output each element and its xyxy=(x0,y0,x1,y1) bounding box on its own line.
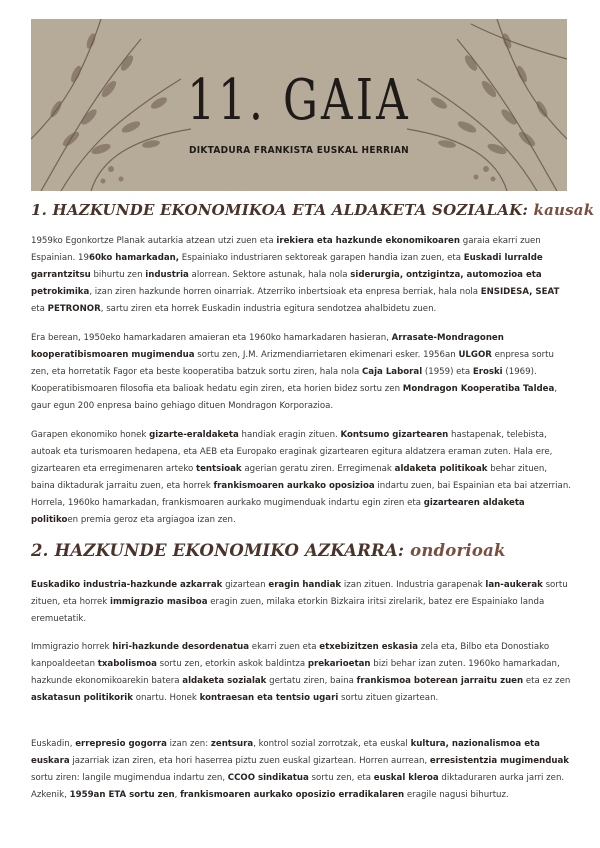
text-run: sortu zen, eta xyxy=(308,773,374,783)
bold-text: kultura, nazionalismoa eta euskara xyxy=(31,739,540,766)
bold-text: Caja Laboral xyxy=(361,367,423,377)
bold-text: frankismoaren aurkako oposizioa xyxy=(213,481,375,491)
header-banner xyxy=(31,19,567,191)
text-run: eragile nagusi bihurtuz. xyxy=(404,790,509,800)
section-heading-2-main: 2. HAZKUNDE EKONOMIKO AZKARRA: xyxy=(31,541,405,560)
bold-text: aldaketa sozialak xyxy=(182,676,267,686)
bold-text: errepresio gogorra xyxy=(75,739,167,749)
bold-text: prekarioetan xyxy=(307,659,371,669)
bold-text: txabolismoa xyxy=(97,659,157,669)
text-run: behar zituen, baina diktadurak jarraitu zuen, eta horrek xyxy=(31,464,548,491)
text-run: sortu zen, etorkin askok baldintza xyxy=(156,659,308,669)
bold-text: erresistentzia mugimenduak xyxy=(429,756,569,766)
text-run: enpresa sortu zen, eta horretatik Fagor eta beste kooperatiba batzuk sortu ziren, hala nola xyxy=(31,350,555,377)
bold-text: ULGOR xyxy=(458,350,492,360)
text-run: sortu ziren: langile mugimendua indartu zen, xyxy=(31,773,228,783)
text-run: garaia ekarri zuen Espainian. 19 xyxy=(31,236,541,263)
text-run: agerian geratu ziren. Erregimenak xyxy=(241,464,395,474)
page-subtitle: DIKTADURA FRANKISTA EUSKAL HERRIAN xyxy=(188,145,410,156)
text-run: bizi behar izan zuten. 1960ko hamarkadan, hazkunde ekonomikoarekin batera xyxy=(31,659,560,686)
bold-text: lan-aukerak xyxy=(485,580,543,590)
bold-text: Arrasate-Mondragonen kooperatibismoaren mugimendua xyxy=(31,333,504,360)
text-run: diktaduraren aurka jarri zen. Azkenik, xyxy=(31,773,565,800)
paragraph-2 xyxy=(31,330,571,415)
text-run: , xyxy=(174,790,181,800)
paragraph-3 xyxy=(31,427,571,529)
text-run: bihurtu zen xyxy=(90,270,146,280)
text-run: , kontrol sozial zorrotzak, eta euskal xyxy=(253,739,411,749)
text-run: 1959ko Egonkortze Planak autarkia atzean utzi zuen eta xyxy=(31,236,277,246)
bold-text: Euskadiko industria-hazkunde azkarrak xyxy=(31,580,223,590)
bold-text: askatasun politikorik xyxy=(31,693,133,703)
text-run: onartu. Honek xyxy=(132,693,200,703)
bold-text: PETRONOR xyxy=(47,304,101,314)
bold-text: frankismoa boterean jarraitu zuen xyxy=(356,676,524,686)
section-heading-1-main: 1. HAZKUNDE EKONOMIKOA ETA ALDAKETA SOZIALAK: xyxy=(31,201,529,219)
text-run: izan zituen. Industria garapenak xyxy=(341,580,486,590)
section-heading-2-tail: ondorioak xyxy=(410,541,506,560)
bold-text: ENSIDESA, SEAT xyxy=(480,287,560,297)
paragraph-6 xyxy=(31,736,571,804)
text-run: sortu zen, J.M. Arizmendiarrietaren ekimenari esker. 1956an xyxy=(194,350,459,360)
text-run: Era berean, 1950eko hamarkadaren amaieran eta 1960ko hamarkadaren hasieran, xyxy=(31,333,392,343)
section-heading-1-tail: kausak xyxy=(533,201,595,219)
bold-text: irekiera eta hazkunde ekonomikoaren xyxy=(276,236,461,246)
bold-text: Kontsumo gizartearen xyxy=(340,430,449,440)
text-run: hastapenak, telebista, autoak eta turismoaren hedapena, eta AEB eta Europako eraginak gizartearen egitura aldatzera eraman zuten. Hala ere, gizartearen eta erregimenaren arteko xyxy=(31,430,553,474)
text-run: eta xyxy=(31,304,48,314)
bold-text: immigrazio masiboa xyxy=(110,597,208,607)
text-run: Garapen ekonomiko honek xyxy=(31,430,150,440)
text-run: jazarriak izan ziren, eta hori haserrea piztu zuen euskal gizartean. Horren aurrean, xyxy=(69,756,430,766)
text-run: gertatu ziren, baina xyxy=(266,676,357,686)
paragraph-4 xyxy=(31,577,571,628)
bold-text: industria xyxy=(145,270,189,280)
text-run: alorrean. Sektore astunak, hala nola xyxy=(188,270,351,280)
text-run: en premia geroz eta argiagoa izan zen. xyxy=(67,515,236,525)
bold-text: aldaketa politikoak xyxy=(394,464,488,474)
text-run: , izan ziren hazkunde horren oinarriak. Atzerriko inbertsioak eta enpresa berriak, hala nola xyxy=(89,287,481,297)
text-run: izan zen: xyxy=(166,739,211,749)
text-run: indartu zuen, bai Espainian eta bai atzerrian. Horrela, 1960ko hamarkadan, frankismoaren aurkako mugimenduak indartu egin ziren eta xyxy=(31,481,572,508)
bold-text: siderurgia, ontzigintza, automozioa eta petrokimika xyxy=(31,270,542,297)
text-run: eragin zuen, milaka etorkin Bizkaira iritsi zirelarik, batez ere Espainiako landa eremuetatik. xyxy=(31,597,545,624)
bold-text: euskal kleroa xyxy=(373,773,439,783)
text-run: eta ez zen xyxy=(523,676,571,686)
bold-text: Euskadi lurralde garrantzitsu xyxy=(31,253,543,280)
text-run: zela eta, Bilbo eta Donostiako kanpoaldeetan xyxy=(31,642,550,669)
bold-text: eragin handiak xyxy=(268,580,342,590)
section-heading-1 xyxy=(31,201,594,219)
bold-text: 60ko hamarkadan, xyxy=(88,253,180,263)
text-run: ekarri zuen eta xyxy=(249,642,320,652)
bold-text: tentsioak xyxy=(195,464,242,474)
section-heading-2 xyxy=(31,541,506,560)
bold-text: Eroski xyxy=(472,367,503,377)
bold-text: CCOO sindikatua xyxy=(227,773,309,783)
paragraph-5 xyxy=(31,639,571,707)
bold-text: frankismoaren aurkako oposizio erradikalaren xyxy=(180,790,405,800)
bold-text: hiri-hazkunde desordenatua xyxy=(112,642,250,652)
bold-text: etxebizitzen eskasia xyxy=(319,642,419,652)
text-run: Immigrazio horrek xyxy=(31,642,113,652)
bold-text: Mondragon Kooperatiba Taldea xyxy=(402,384,555,394)
text-run: (1959) eta xyxy=(422,367,473,377)
bold-text: 1959an ETA sortu zen xyxy=(69,790,175,800)
bold-text: gizartearen aldaketa politiko xyxy=(31,498,525,525)
text-run: (1969). Kooperatibismoaren filosofia eta balioak hedatu egin ziren, eta horien bidez sortu zen xyxy=(31,367,537,394)
bold-text: kontraesan eta tentsio ugari xyxy=(199,693,339,703)
text-run: handiak eragin zituen. xyxy=(238,430,341,440)
text-run: sortu zituen, eta horrek xyxy=(31,580,568,607)
text-run: Euskadin, xyxy=(31,739,76,749)
text-run: , sartu ziren eta horrek Euskadin industria egitura sendotzea ahalbidetu zuen. xyxy=(100,304,437,314)
text-run: gizartean xyxy=(222,580,269,590)
text-run: sortu zituen gizartean. xyxy=(338,693,439,703)
page-title: 11. GAIA xyxy=(187,68,411,133)
bold-text: gizarte-eraldaketa xyxy=(149,430,239,440)
paragraph-1 xyxy=(31,233,571,318)
text-run: Espainiako industriaren sektoreak garapen handia izan zuen, eta xyxy=(179,253,464,263)
bold-text: zentsura xyxy=(210,739,254,749)
text-run: , gaur egun 200 enpresa baino gehiago dituen Mondragon Korporazioa. xyxy=(31,384,558,411)
